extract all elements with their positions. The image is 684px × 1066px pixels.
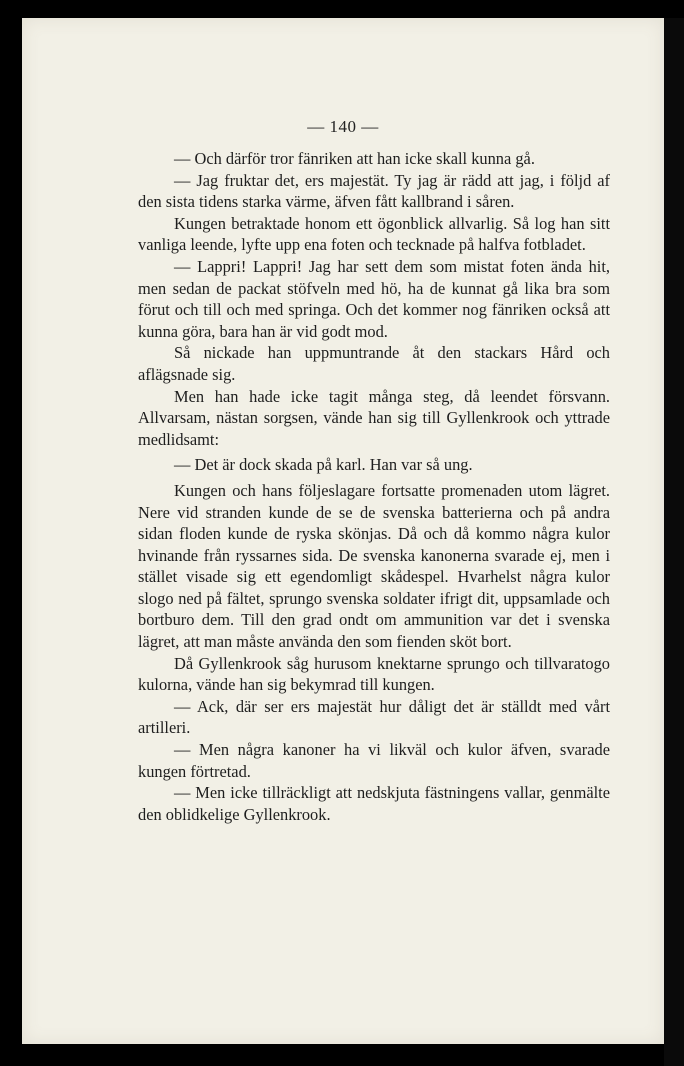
paragraph: Men han hade icke tagit många steg, då leendet försvann. Allvarsam, nästan sorgsen, vände han sig till Gyllenkrook och yttrade medlidsamt: [138, 386, 610, 449]
body-text [138, 148, 610, 825]
book-page [22, 18, 664, 1044]
paragraph: — Ack, där ser ers majestät hur dåligt det är ställdt med vårt artilleri. [138, 696, 610, 738]
paragraph: — Lappri! Lappri! Jag har sett dem som mistat foten ända hit, men sedan de packat stöfveln med hö, ha de kunnat gå lika bra som förut och till och med springa. Och det kommer nog fänriken också att kunna göra, bara han är vid godt mod. [138, 256, 610, 341]
paragraph: — Men några kanoner ha vi likväl och kulor äfven, svarade kungen förtretad. [138, 740, 610, 781]
paragraph: Kungen betraktade honom ett ögonblick allvarlig. Så log han sitt vanliga leende, lyfte upp ena foten och tecknade på halfva fotbladet. [138, 213, 610, 255]
paragraph: Så nickade han uppmuntrande åt den stackars Hård och aflägsnade sig. [138, 343, 610, 384]
page-edge-shadow [664, 18, 684, 1066]
paragraph: — Det är dock skada på karl. Han var så ung. [174, 455, 473, 475]
paragraph: Kungen och hans följeslagare fortsatte promenaden utom lägret. Nere vid stranden kunde de se de svenska batterierna och på andra sidan floden kunde de ryska skönjas. Då och då kommo några kulor hvinande från ryssarnes sida. De svenska kanonerna svarade ej, men i stället visade sig ett egendomligt skådespel. Hvarhelst några kulor slogo ned på fältet, sprungo svenska soldater ifrigt dit, uppsamlade och bortburo dem. Till den grad ondt om ammunition var det i svenska lägret, att man måste använda den som fienden sköt bort. [138, 480, 610, 652]
paragraph: — Men icke tillräckligt att nedskjuta fästningens vallar, genmälte den oblidkelige Gyllenkrook. [138, 783, 610, 824]
paragraph: — Och därför tror fänriken att han icke skall kunna gå. [174, 149, 535, 168]
paragraph: Då Gyllenkrook såg hurusom knektarne sprungo och tillvaratogo kulorna, vände han sig bekymrad till kungen. [138, 653, 610, 695]
page-number: — 140 — [307, 117, 379, 136]
paragraph: — Jag fruktar det, ers majestät. Ty jag är rädd att jag, i följd af den sista tidens starka värme, äfven fått kallbrand i såren. [138, 170, 610, 212]
